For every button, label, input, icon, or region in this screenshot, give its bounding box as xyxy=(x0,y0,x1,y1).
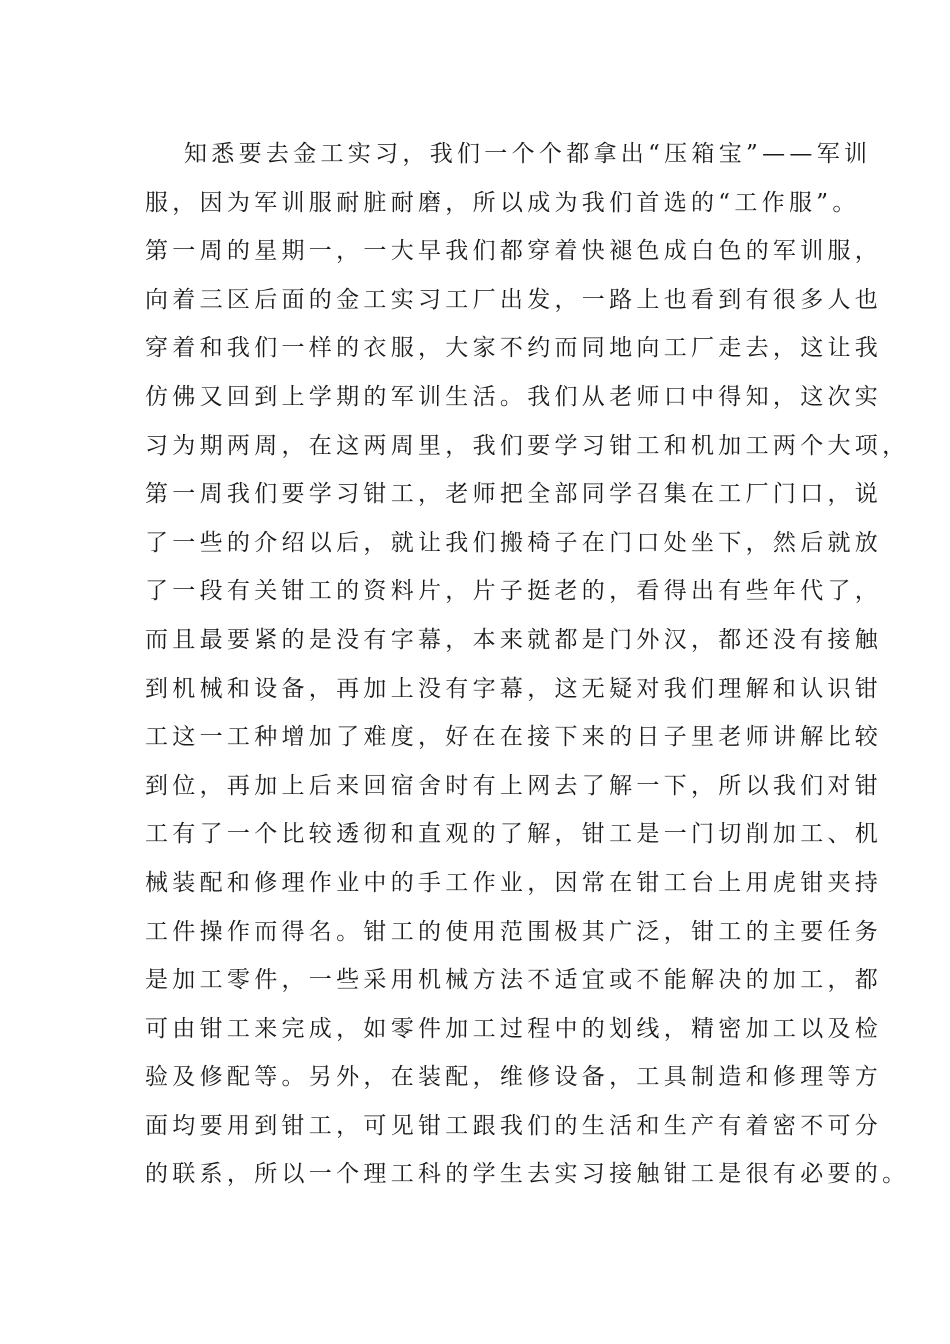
paragraph-line: 了一段有关钳工的资料片，片子挺老的，看得出有些年代了， xyxy=(145,578,883,605)
paragraph-line: 的联系，所以一个理工科的学生去实习接触钳工是很有必要的。 xyxy=(145,1161,910,1188)
paragraph-line: 是加工零件，一些采用机械方法不适宜或不能解决的加工，都 xyxy=(145,967,883,994)
paragraph-line: 工这一工种增加了难度，好在在接下来的日子里老师讲解比较 xyxy=(145,724,883,751)
paragraph-line: 可由钳工来完成，如零件加工过程中的划线，精密加工以及检 xyxy=(145,1015,883,1042)
paragraph-line: 验及修配等。另外，在装配，维修设备，工具制造和修理等方 xyxy=(145,1064,883,1091)
paragraph-line: 仿佛又回到上学期的军训生活。我们从老师口中得知，这次实 xyxy=(145,383,883,410)
paragraph-line: 穿着和我们一样的衣服，大家不约而同地向工厂走去，这让我 xyxy=(145,335,883,362)
paragraph-line: 向着三区后面的金工实习工厂出发，一路上也看到有很多人也 xyxy=(145,286,883,313)
paragraph-line: 了一些的介绍以后，就让我们搬椅子在门口处坐下，然后就放 xyxy=(145,529,883,556)
paragraph-line: 工有了一个比较透彻和直观的了解，钳工是一门切削加工、机 xyxy=(145,821,883,848)
paragraph-line: 到位，再加上后来回宿舍时有上网去了解一下，所以我们对钳 xyxy=(145,772,883,799)
paragraph-line: 面均要用到钳工，可见钳工跟我们的生活和生产有着密不可分 xyxy=(145,1112,883,1139)
paragraph-line: 知悉要去金工实习，我们一个个都拿出“压箱宝”——军训 xyxy=(184,141,872,167)
paragraph-line: 服，因为军训服耐脏耐磨，所以成为我们首选的“工作服”。 xyxy=(145,189,860,216)
paragraph-line: 第一周我们要学习钳工，老师把全部同学召集在工厂门口，说 xyxy=(145,481,883,508)
paragraph-line: 械装配和修理作业中的手工作业，因常在钳工台上用虎钳夹持 xyxy=(145,869,883,896)
paragraph-line: 到机械和设备，再加上没有字幕，这无疑对我们理解和认识钳 xyxy=(145,675,883,702)
paragraph-line: 习为期两周，在这两周里，我们要学习钳工和机加工两个大项， xyxy=(145,432,910,459)
paragraph-line: 第一周的星期一，一大早我们都穿着快褪色成白色的军训服， xyxy=(145,238,883,265)
body-paragraph xyxy=(145,130,910,1199)
paragraph-line: 工件操作而得名。钳工的使用范围极其广泛，钳工的主要任务 xyxy=(145,918,883,945)
paragraph-line: 而且最要紧的是没有字幕，本来就都是门外汉，都还没有接触 xyxy=(145,626,883,653)
